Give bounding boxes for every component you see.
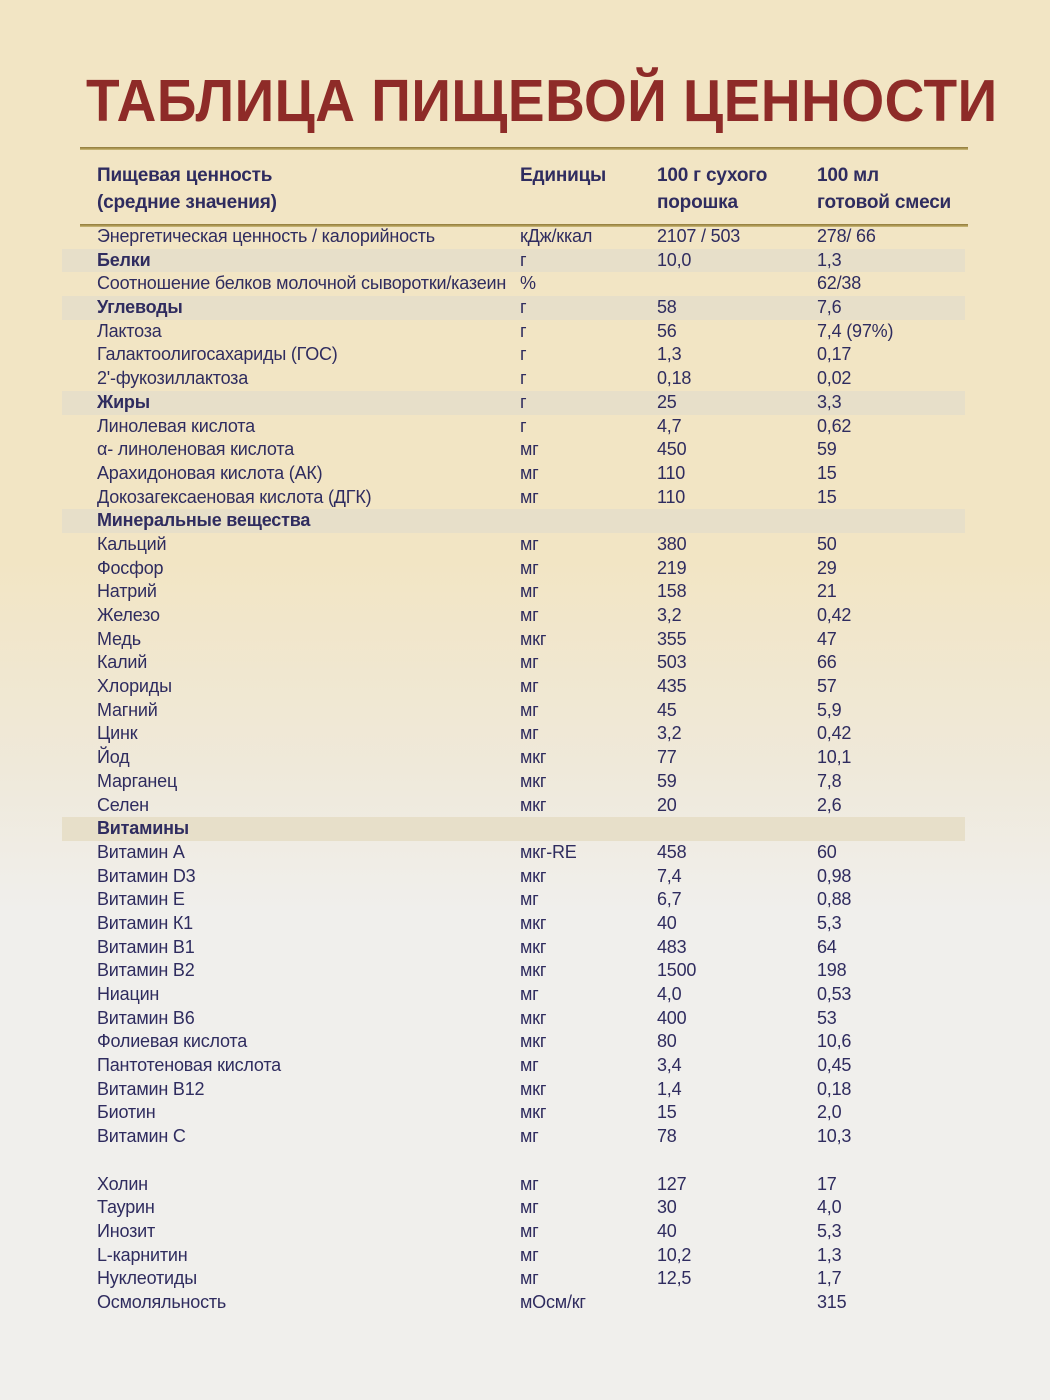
column-header-units <box>520 162 657 216</box>
value-per-100g: 158 <box>657 581 687 602</box>
nutrient-units: % <box>520 273 536 294</box>
table-row <box>62 438 965 462</box>
value-per-100g: 110 <box>657 462 686 483</box>
nutrient-name: Магний <box>97 699 158 720</box>
value-per-100g: 10,0 <box>657 249 692 270</box>
nutrient-units: мг <box>520 1126 539 1147</box>
value-per-100ml: 17 <box>817 1173 837 1194</box>
nutrient-name: Белки <box>97 249 151 270</box>
table-row <box>62 699 965 723</box>
value-per-100g: 1,4 <box>657 1078 682 1099</box>
value-per-100ml: 5,9 <box>817 699 842 720</box>
value-per-100ml: 47 <box>817 628 837 649</box>
nutrient-name: Калий <box>97 652 148 673</box>
value-per-100g: 6,7 <box>657 889 682 910</box>
section-row <box>62 249 965 273</box>
nutrient-units: мкг <box>520 770 547 791</box>
nutrient-name: Минеральные вещества <box>97 510 311 531</box>
nutrient-units: мг <box>520 605 539 625</box>
table-header <box>62 162 965 216</box>
value-per-100ml: 5,3 <box>817 912 842 933</box>
nutrient-units: г <box>520 415 527 436</box>
nutrient-units: мг <box>520 699 539 720</box>
value-per-100g: 20 <box>657 794 677 815</box>
table-row <box>62 1007 965 1031</box>
table-row <box>62 415 965 439</box>
value-per-100g <box>657 817 817 841</box>
value-per-100ml: 0,88 <box>817 889 852 910</box>
value-per-100g: 0,18 <box>657 368 692 389</box>
value-per-100ml: 57 <box>817 676 837 697</box>
value-per-100g: 483 <box>657 936 687 957</box>
nutrient-name: Железо <box>97 605 160 625</box>
nutrient-units: мг <box>520 984 539 1004</box>
nutrient-name: Докозагексаеновая кислота (ДГК) <box>97 486 372 507</box>
table-row <box>62 343 965 367</box>
value-per-100g: 40 <box>657 1220 677 1241</box>
nutrient-units: мкг <box>520 1007 547 1028</box>
value-per-100ml: 198 <box>817 960 847 981</box>
table-row <box>62 675 965 699</box>
nutrient-name: Витамин А <box>97 841 185 862</box>
nutrient-units: г <box>520 297 527 318</box>
section-row <box>62 296 965 320</box>
value-per-100g: 3,2 <box>657 723 682 744</box>
column-header-nutrient-line1: Пищевая ценность <box>97 165 273 186</box>
nutrient-name: Нуклеотиды <box>97 1268 197 1289</box>
nutrient-name: Витамин Е <box>97 889 185 910</box>
value-per-100ml: 4,0 <box>817 1197 842 1218</box>
nutrient-name: Витамин В6 <box>97 1007 195 1028</box>
value-per-100g: 3,2 <box>657 605 682 625</box>
nutrient-name: Марганец <box>97 770 178 791</box>
table-row <box>62 865 965 889</box>
value-per-100ml <box>817 509 965 533</box>
value-per-100ml: 15 <box>817 486 837 507</box>
value-per-100ml: 278/ 66 <box>817 226 876 246</box>
value-per-100ml: 15 <box>817 462 837 483</box>
value-per-100g <box>657 509 817 533</box>
nutrient-units: мг <box>520 557 539 578</box>
value-per-100ml: 315 <box>817 1291 847 1312</box>
nutrient-name: Витамин В12 <box>97 1078 205 1099</box>
nutrient-name: Витамины <box>97 818 189 839</box>
nutrient-units: мкг <box>520 628 547 649</box>
nutrient-units: мкг <box>520 960 547 981</box>
value-per-100ml: 7,4 (97%) <box>817 320 894 341</box>
value-per-100g: 503 <box>657 652 687 673</box>
value-per-100ml: 10,3 <box>817 1126 852 1147</box>
value-per-100g: 12,5 <box>657 1268 692 1289</box>
table-row <box>62 1054 965 1078</box>
nutrient-name: Жиры <box>97 391 150 412</box>
table-row <box>62 272 965 296</box>
value-per-100ml: 1,7 <box>817 1268 842 1289</box>
nutrient-units: мкг <box>520 865 547 886</box>
table-row <box>62 1244 965 1268</box>
value-per-100ml: 2,6 <box>817 794 842 815</box>
value-per-100ml: 10,6 <box>817 1031 852 1052</box>
value-per-100g: 30 <box>657 1197 677 1218</box>
nutrient-units: г <box>520 249 527 270</box>
value-per-100ml: 3,3 <box>817 391 842 412</box>
section-row <box>62 817 965 841</box>
nutrient-name: Витамин К1 <box>97 912 193 933</box>
nutrition-table <box>62 225 965 1315</box>
value-per-100g: 1500 <box>657 960 697 981</box>
value-per-100ml: 7,6 <box>817 297 842 318</box>
nutrient-name: Витамин С <box>97 1126 186 1147</box>
value-per-100g: 4,7 <box>657 415 682 436</box>
table-row <box>62 557 965 581</box>
value-per-100ml: 0,98 <box>817 865 852 886</box>
table-row <box>62 225 965 249</box>
value-per-100g: 2107 / 503 <box>657 226 741 246</box>
nutrient-units: кДж/ккал <box>520 226 593 246</box>
value-per-100g: 110 <box>657 486 686 507</box>
value-per-100g: 1,3 <box>657 344 682 365</box>
value-per-100g: 78 <box>657 1126 677 1147</box>
value-per-100g: 127 <box>657 1173 687 1194</box>
value-per-100g: 355 <box>657 628 687 649</box>
nutrient-name: Йод <box>97 747 130 768</box>
value-per-100g: 59 <box>657 770 677 791</box>
nutrient-name: L-карнитин <box>97 1244 188 1265</box>
nutrient-units <box>520 817 657 841</box>
value-per-100g: 45 <box>657 699 677 720</box>
nutrient-units: мг <box>520 1055 539 1076</box>
nutrient-units: мг <box>520 1220 539 1241</box>
column-header-nutrient <box>62 162 520 216</box>
value-per-100g: 80 <box>657 1031 677 1052</box>
value-per-100ml: 7,8 <box>817 770 842 791</box>
table-row <box>62 983 965 1007</box>
nutrient-name: Углеводы <box>97 297 183 318</box>
nutrient-units: мг <box>520 581 539 602</box>
nutrient-name: Ниацин <box>97 984 160 1004</box>
nutrient-name: Арахидоновая кислота (АК) <box>97 462 323 483</box>
column-header-dry-line2: порошка <box>657 192 738 213</box>
nutrient-units: мг <box>520 723 539 744</box>
value-per-100ml: 0,17 <box>817 344 852 365</box>
value-per-100ml: 62/38 <box>817 273 862 294</box>
value-per-100g: 56 <box>657 320 677 341</box>
value-per-100g: 435 <box>657 676 687 697</box>
table-row <box>62 1291 965 1315</box>
section-row <box>62 391 965 415</box>
nutrient-units: г <box>520 344 527 365</box>
table-row <box>62 1030 965 1054</box>
nutrient-units: мг <box>520 1173 539 1194</box>
value-per-100g <box>657 272 817 296</box>
table-row <box>62 1173 965 1197</box>
nutrient-name: Галактоолигосахариды (ГОС) <box>97 344 338 365</box>
nutrient-units: мкг <box>520 1078 547 1099</box>
nutrient-units: мг <box>520 533 539 554</box>
nutrient-units: мг <box>520 1268 539 1289</box>
value-per-100g: 40 <box>657 912 677 933</box>
nutrient-name: Кальций <box>97 533 167 554</box>
value-per-100ml: 0,18 <box>817 1078 852 1099</box>
nutrient-name: Селен <box>97 794 149 815</box>
table-row <box>62 1196 965 1220</box>
nutrient-units: мкг <box>520 936 547 957</box>
nutrient-name: Витамин В1 <box>97 936 195 957</box>
nutrient-units: мг <box>520 1244 539 1265</box>
value-per-100ml: 64 <box>817 936 837 957</box>
value-per-100g: 58 <box>657 297 677 318</box>
value-per-100g: 15 <box>657 1102 677 1123</box>
nutrient-units: мг <box>520 652 539 673</box>
nutrient-name: Осмоляльность <box>97 1291 227 1312</box>
value-per-100ml: 0,45 <box>817 1055 852 1076</box>
nutrient-units: мг <box>520 486 539 507</box>
value-per-100ml <box>817 817 965 841</box>
table-row <box>62 533 965 557</box>
value-per-100ml: 53 <box>817 1007 837 1028</box>
table-row <box>62 722 965 746</box>
value-per-100g: 77 <box>657 747 677 768</box>
value-per-100ml: 66 <box>817 652 837 673</box>
value-per-100ml: 10,1 <box>817 747 852 768</box>
value-per-100g: 25 <box>657 391 677 412</box>
table-row <box>62 746 965 770</box>
table-row <box>62 936 965 960</box>
nutrient-name: Медь <box>97 628 141 649</box>
nutrient-units: мг <box>520 439 539 460</box>
nutrient-units: г <box>520 368 527 389</box>
nutrient-name: Цинк <box>97 723 138 744</box>
value-per-100ml: 21 <box>817 581 837 602</box>
nutrient-name: Пантотеновая кислота <box>97 1055 281 1076</box>
table-row <box>62 888 965 912</box>
nutrient-name: Хлориды <box>97 676 172 697</box>
nutrient-name: Лактоза <box>97 320 162 341</box>
value-per-100g: 3,4 <box>657 1055 682 1076</box>
value-per-100ml: 0,62 <box>817 415 852 436</box>
value-per-100g <box>657 1291 817 1315</box>
table-row <box>62 651 965 675</box>
value-per-100ml: 0,53 <box>817 984 852 1004</box>
column-header-units-line1: Единицы <box>520 165 607 186</box>
nutrient-name: Витамин D3 <box>97 865 196 886</box>
nutrient-units: мг <box>520 462 539 483</box>
nutrient-units: мкг <box>520 1102 547 1123</box>
nutrient-name: Фосфор <box>97 557 164 578</box>
nutrient-units: мг <box>520 676 539 697</box>
table-row <box>62 604 965 628</box>
value-per-100ml: 2,0 <box>817 1102 842 1123</box>
value-per-100g: 4,0 <box>657 984 682 1004</box>
column-header-nutrient-line2: (средние значения) <box>97 192 277 213</box>
value-per-100ml: 1,3 <box>817 1244 842 1265</box>
nutrient-units: г <box>520 391 527 412</box>
column-header-dry-powder <box>657 162 817 216</box>
table-row <box>62 486 965 510</box>
nutrient-units: мг <box>520 1197 539 1218</box>
nutrient-units <box>520 509 657 533</box>
table-row <box>62 367 965 391</box>
nutrient-name: Биотин <box>97 1102 156 1123</box>
nutrient-name: Инозит <box>97 1220 156 1241</box>
value-per-100ml: 60 <box>817 841 837 862</box>
nutrient-units: мкг <box>520 747 547 768</box>
value-per-100g: 10,2 <box>657 1244 692 1265</box>
table-row <box>62 912 965 936</box>
nutrient-units: г <box>520 320 527 341</box>
value-per-100ml: 0,02 <box>817 368 852 389</box>
value-per-100ml: 0,42 <box>817 605 852 625</box>
table-row <box>62 1220 965 1244</box>
value-per-100ml: 5,3 <box>817 1220 842 1241</box>
nutrient-name: Холин <box>97 1173 148 1194</box>
nutrient-name: Таурин <box>97 1197 155 1218</box>
value-per-100g: 450 <box>657 439 687 460</box>
table-row <box>62 770 965 794</box>
value-per-100g: 400 <box>657 1007 687 1028</box>
nutrient-units: мОсм/кг <box>520 1291 586 1312</box>
value-per-100ml: 59 <box>817 439 837 460</box>
nutrient-name: α- линоленовая кислота <box>97 439 295 460</box>
column-header-ready-line1: 100 мл <box>817 165 879 186</box>
table-row <box>62 1267 965 1291</box>
table-row <box>62 1078 965 1102</box>
nutrient-name: Витамин В2 <box>97 960 195 981</box>
spacer-row <box>62 1149 965 1173</box>
value-per-100g: 7,4 <box>657 865 682 886</box>
table-row <box>62 794 965 818</box>
column-header-dry-line1: 100 г сухого <box>657 165 768 186</box>
nutrient-name: Энергетическая ценность / калорийность <box>97 226 435 246</box>
table-row <box>62 1101 965 1125</box>
column-header-ready-line2: готовой смеси <box>817 192 952 213</box>
value-per-100ml: 29 <box>817 557 837 578</box>
table-row <box>62 1125 965 1149</box>
nutrient-name: 2'-фукозиллактоза <box>97 368 249 389</box>
value-per-100ml: 50 <box>817 533 837 554</box>
nutrient-units: мг <box>520 889 539 910</box>
nutrient-name: Натрий <box>97 581 157 602</box>
table-row <box>62 462 965 486</box>
table-row <box>62 628 965 652</box>
nutrient-name: Соотношение белков молочной сыворотки/казеин <box>97 273 507 294</box>
nutrient-name: Линолевая кислота <box>97 415 255 436</box>
page-title: ТАБЛИЦА ПИЩЕВОЙ ЦЕННОСТИ <box>86 67 998 135</box>
column-header-ready-mix <box>817 162 965 216</box>
table-row <box>62 841 965 865</box>
title-divider <box>80 147 968 150</box>
nutrient-units: мкг-RE <box>520 841 577 862</box>
table-row <box>62 320 965 344</box>
section-row <box>62 509 965 533</box>
table-row <box>62 959 965 983</box>
table-row <box>62 580 965 604</box>
value-per-100g: 219 <box>657 557 687 578</box>
nutrient-units: мкг <box>520 794 547 815</box>
nutrient-units: мкг <box>520 1031 547 1052</box>
value-per-100ml: 0,42 <box>817 723 852 744</box>
value-per-100g: 458 <box>657 841 687 862</box>
nutrient-name: Фолиевая кислота <box>97 1031 248 1052</box>
nutrient-units: мкг <box>520 912 547 933</box>
value-per-100g: 380 <box>657 533 687 554</box>
value-per-100ml: 1,3 <box>817 249 842 270</box>
